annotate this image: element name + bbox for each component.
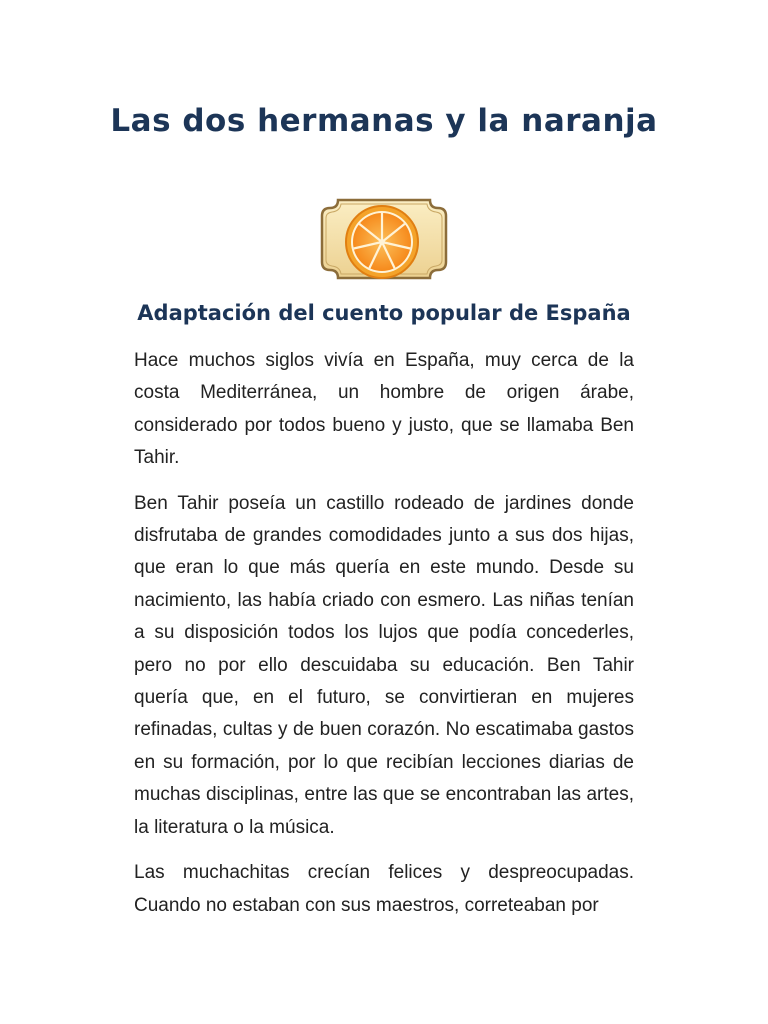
page-subtitle: Adaptación del cuento popular de España <box>137 301 631 325</box>
paragraph: Las muchachitas crecían felices y despreocupadas. Cuando no estaban con sus maestros, correteaban por <box>134 862 634 916</box>
orange-slice-icon <box>316 194 452 284</box>
story-body <box>134 345 634 935</box>
page-title: Las dos hermanas y la naranja <box>110 103 658 139</box>
paragraph: Hace muchos siglos vivía en España, muy cerca de la costa Mediterránea, un hombre de origen árabe, considerado por todos bueno y justo, que se llamaba Ben Tahir. <box>134 350 634 469</box>
paragraph: Ben Tahir poseía un castillo rodeado de jardines donde disfrutaba de grandes comodidades junto a sus dos hijas, que eran lo que más quería en este mundo. Desde su nacimiento, las había criado con esmero. Las niñas tenían a su disposición todos los lujos que podía concederles, pero no por ello descuidaba su educación. Ben Tahir quería que, en el futuro, se convirtieran en mujeres refinadas, cultas y de buen corazón. No escatimaba gastos en su formación, por lo que recibían lecciones diarias de muchas disciplinas, entre las que se encontraban las artes, la literatura o la música. <box>134 492 634 838</box>
